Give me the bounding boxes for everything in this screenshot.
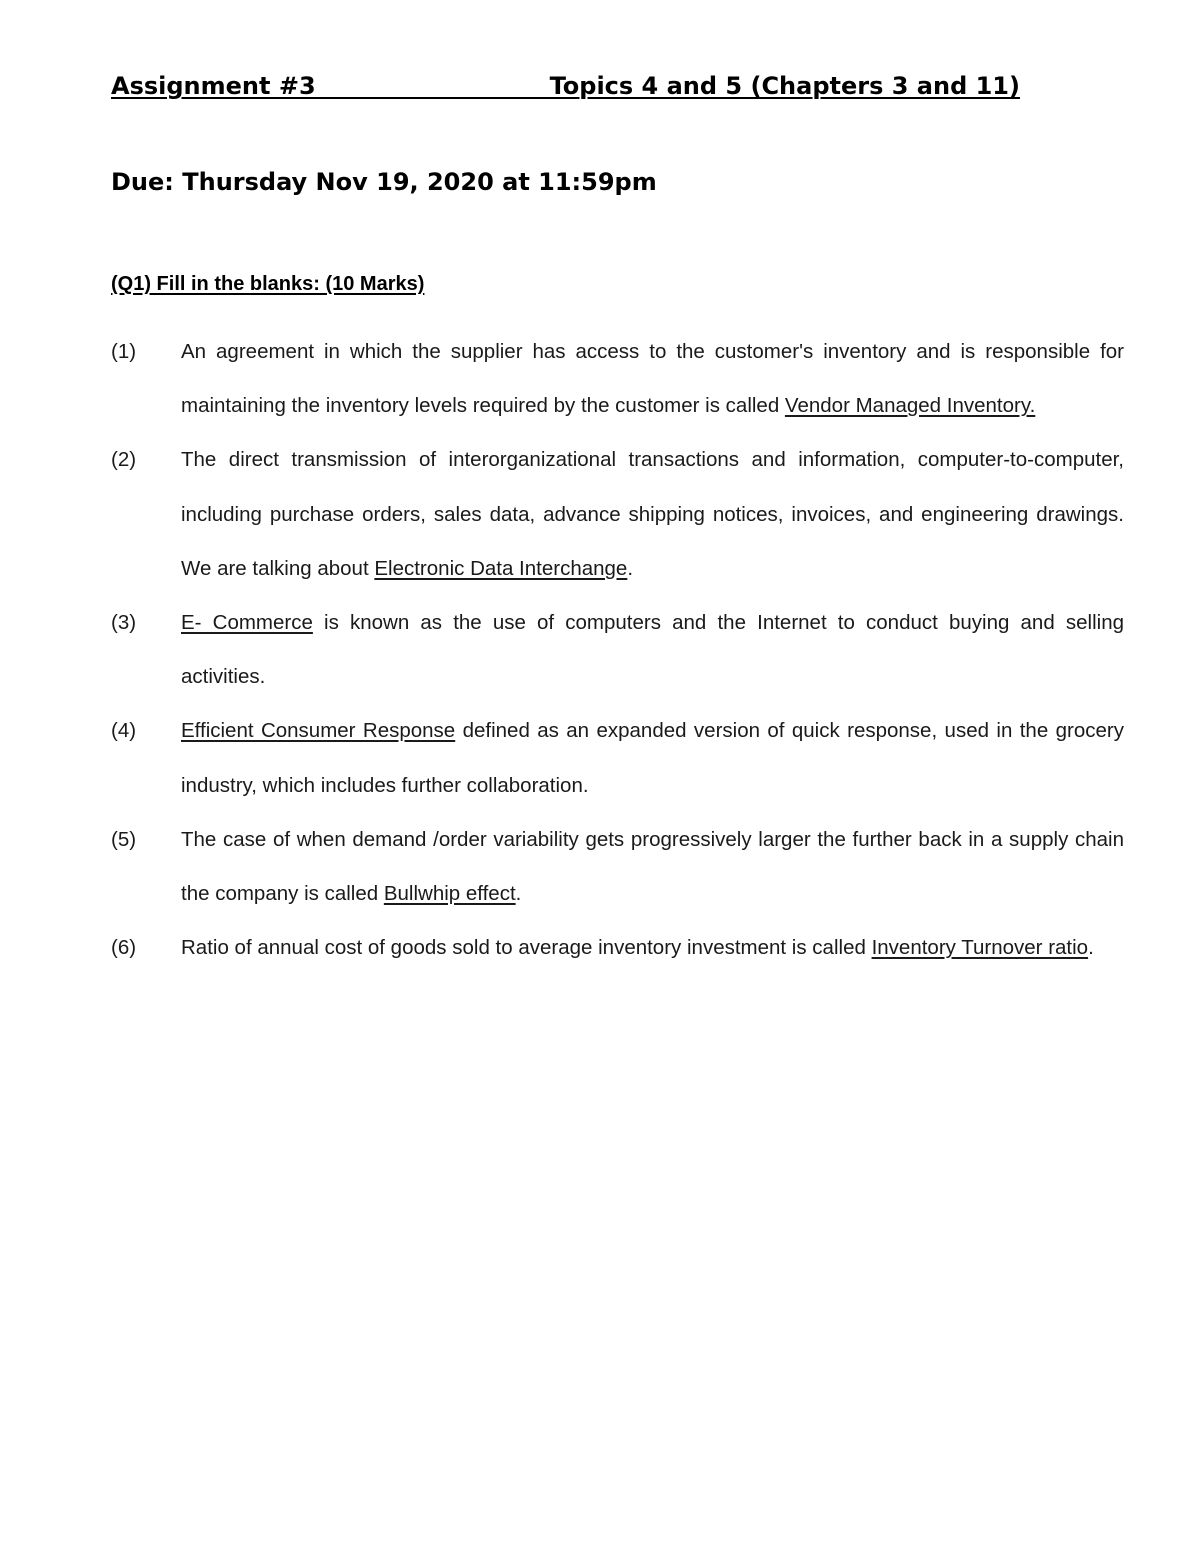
due-date: Due: Thursday Nov 19, 2020 at 11:59pm — [111, 168, 657, 196]
item-number: (2) — [111, 448, 137, 472]
item-text-after: . — [627, 556, 634, 580]
assignment-title: Assignment #3 Topics 4 and 5 (Chapters 3 and 11) — [111, 72, 1020, 100]
item-answer: Bullwhip effect — [383, 882, 516, 906]
item-text-after: defined as an expanded version of quick response, used in the grocery industry, which includes further collaboration. — [181, 719, 1124, 797]
item-text: The direct transmission of interorganizational transactions and information, computer-to-computer, including purchase orders, sales data, advance shipping notices, invoices, and engineering drawings. We are talking about — [181, 448, 1124, 580]
item-number: (1) — [111, 340, 137, 363]
item-number: (3) — [111, 611, 137, 635]
item-text-after: . — [1088, 936, 1094, 960]
question-heading: (Q1) Fill in the blanks: (10 Marks) — [111, 273, 425, 295]
item-answer: Electronic Data Interchange — [374, 556, 628, 580]
question-list — [111, 325, 1124, 975]
list-item — [111, 325, 1124, 433]
item-answer: Inventory Turnover ratio — [871, 936, 1089, 960]
item-text-after: is known as the use of computers and the Internet to conduct buying and selling activities. — [181, 611, 1124, 689]
list-item — [111, 921, 1124, 975]
list-item — [111, 704, 1124, 812]
list-item — [111, 596, 1124, 704]
item-answer: Efficient Consumer Response — [181, 719, 456, 743]
item-number: (5) — [111, 827, 137, 851]
item-answer: E- Commerce — [181, 611, 313, 635]
item-text-after: . — [515, 882, 522, 906]
item-answer: Vendor Managed Inventory. — [784, 394, 1036, 418]
item-text: Ratio of annual cost of goods sold to average inventory investment is called — [181, 936, 872, 960]
item-text: The case of when demand /order variability gets progressively larger the further back in a supply chain the company is called — [181, 827, 1124, 906]
item-number: (6) — [111, 936, 137, 960]
item-text: An agreement in which the supplier has access to the customer's inventory and is responsible for maintaining the inventory levels required by the customer is called — [181, 340, 1124, 418]
list-item — [111, 433, 1124, 596]
item-number: (4) — [111, 719, 137, 743]
list-item — [111, 813, 1124, 921]
